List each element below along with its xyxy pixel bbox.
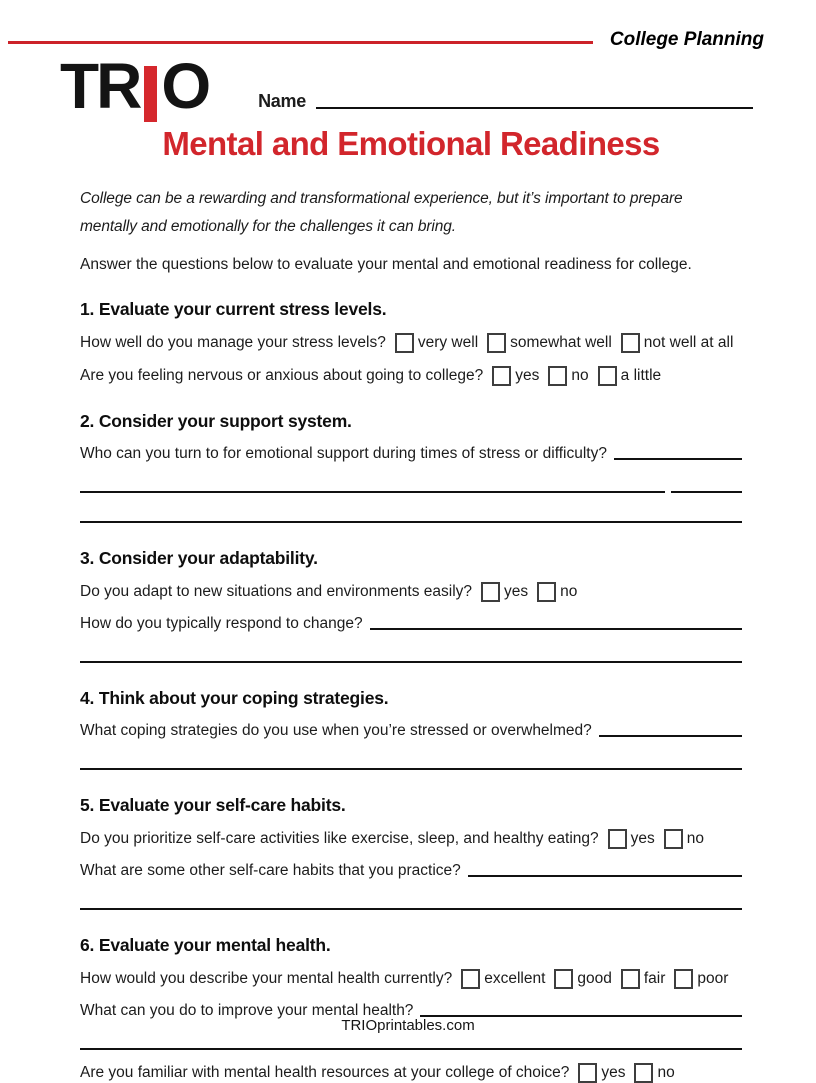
option-mental-fair (621, 969, 666, 989)
section-5-heading: 5. Evaluate your self-care habits. (80, 794, 346, 815)
checkbox-selfcare-yes[interactable] (608, 829, 627, 849)
question-row (80, 829, 742, 849)
answer-line[interactable] (370, 628, 742, 630)
checkbox-adapt-yes[interactable] (481, 582, 500, 602)
checkbox-nervous-a-little[interactable] (598, 366, 617, 386)
checkbox-mental-poor[interactable] (674, 969, 693, 989)
answer-line[interactable] (614, 458, 742, 460)
section-1-heading: 1. Evaluate your current stress levels. (80, 298, 387, 319)
checkbox-mental-fair[interactable] (621, 969, 640, 989)
question-text: How do you typically respond to change? (80, 614, 363, 632)
page-title: Mental and Emotional Readiness (162, 125, 660, 162)
question-text: Are you familiar with mental health resources at your college of choice? (80, 1063, 570, 1081)
header-row (60, 0, 742, 123)
question-text: Who can you turn to for emotional support during times of stress or difficulty? (80, 444, 607, 462)
option-mental-excellent (461, 969, 545, 989)
question-text: What are some other self-care habits that you practice? (80, 861, 461, 879)
header-rule (8, 41, 593, 44)
option-very-well (395, 333, 478, 353)
logo-letter-i-bar (144, 66, 157, 122)
footer-url: TRIOprintables.com (341, 1017, 475, 1034)
question-row (80, 582, 742, 602)
checkbox-nervous-yes[interactable] (492, 366, 511, 386)
option-somewhat-well (487, 333, 612, 353)
option-resources-no (634, 1063, 674, 1083)
answer-line[interactable] (80, 768, 742, 770)
checkbox-mental-good[interactable] (554, 969, 573, 989)
option-label: yes (515, 366, 540, 384)
option-label: no (560, 582, 578, 600)
question-text: How would you describe your mental health currently? (80, 969, 453, 987)
option-label: no (686, 829, 705, 847)
question-row (80, 722, 742, 740)
option-label: good (577, 969, 612, 987)
option-label: excellent (484, 969, 546, 987)
option-not-well-at-all (621, 333, 734, 353)
question-row (80, 445, 742, 463)
question-row (80, 969, 742, 989)
answer-line-row (80, 491, 742, 493)
question-text: What can you do to improve your mental health? (80, 1001, 414, 1019)
checkbox-nervous-no[interactable] (548, 366, 567, 386)
checkbox-resources-no[interactable] (634, 1063, 653, 1083)
checkbox-adapt-no[interactable] (537, 582, 556, 602)
option-nervous-yes (492, 366, 539, 386)
option-label: no (571, 366, 589, 384)
section-2-heading: 2. Consider your support system. (80, 410, 352, 431)
option-label: fair (643, 969, 666, 987)
logo-letter-o: O (161, 50, 209, 123)
answer-line[interactable] (80, 1048, 742, 1050)
option-label: yes (630, 829, 655, 847)
section-6-heading: 6. Evaluate your mental health. (80, 934, 331, 955)
question-text: How well do you manage your stress levels? (80, 333, 386, 351)
option-resources-yes (578, 1063, 625, 1083)
checkbox-resources-yes[interactable] (578, 1063, 597, 1083)
question-text: What coping strategies do you use when you’re stressed or overwhelmed? (80, 721, 592, 739)
option-label: not well at all (643, 333, 734, 351)
option-label: no (657, 1063, 675, 1081)
section-4-heading: 4. Think about your coping strategies. (80, 687, 389, 708)
option-mental-good (554, 969, 611, 989)
answer-line[interactable] (468, 875, 742, 877)
option-selfcare-no (664, 829, 704, 849)
checkbox-very-well[interactable] (395, 333, 414, 353)
instruction-text: Answer the questions below to evaluate your mental and emotional readiness for college. (80, 255, 692, 273)
answer-line[interactable] (80, 661, 742, 663)
name-input-line[interactable] (316, 107, 753, 109)
intro-paragraph: College can be a rewarding and transformational experience, but it’s important to prepare mentally and emotionally for the challenges it can bring. (80, 190, 683, 235)
option-label: somewhat well (510, 333, 612, 351)
option-adapt-no (537, 582, 577, 602)
option-label: yes (504, 582, 529, 600)
logo-letters-tr: TR (60, 50, 140, 123)
option-label: yes (601, 1063, 626, 1081)
trio-logo (60, 50, 209, 123)
question-row (80, 615, 742, 633)
checkbox-not-well-at-all[interactable] (621, 333, 640, 353)
option-selfcare-yes (608, 829, 655, 849)
category-label: College Planning (609, 29, 764, 50)
answer-line[interactable] (80, 908, 742, 910)
question-text: Do you prioritize self-care activities like exercise, sleep, and healthy eating? (80, 829, 599, 847)
checkbox-selfcare-no[interactable] (664, 829, 683, 849)
question-row (80, 862, 742, 880)
question-row (80, 366, 742, 386)
option-mental-poor (674, 969, 728, 989)
question-row (80, 1063, 742, 1083)
option-nervous-a-little (598, 366, 662, 386)
checkbox-somewhat-well[interactable] (487, 333, 506, 353)
option-nervous-no (548, 366, 588, 386)
checkbox-mental-excellent[interactable] (461, 969, 480, 989)
question-row (80, 333, 742, 353)
option-label: poor (697, 969, 729, 987)
name-field-area (258, 91, 742, 112)
question-text: Are you feeling nervous or anxious about going to college? (80, 366, 484, 384)
answer-line[interactable] (80, 521, 742, 523)
answer-line[interactable] (599, 735, 742, 737)
answer-line-segment[interactable] (80, 491, 665, 493)
option-label: very well (417, 333, 479, 351)
question-text: Do you adapt to new situations and environments easily? (80, 582, 473, 600)
section-3-heading: 3. Consider your adaptability. (80, 547, 318, 568)
answer-line-segment[interactable] (671, 491, 742, 493)
name-label: Name (258, 91, 306, 111)
option-label: a little (620, 366, 662, 384)
option-adapt-yes (481, 582, 528, 602)
